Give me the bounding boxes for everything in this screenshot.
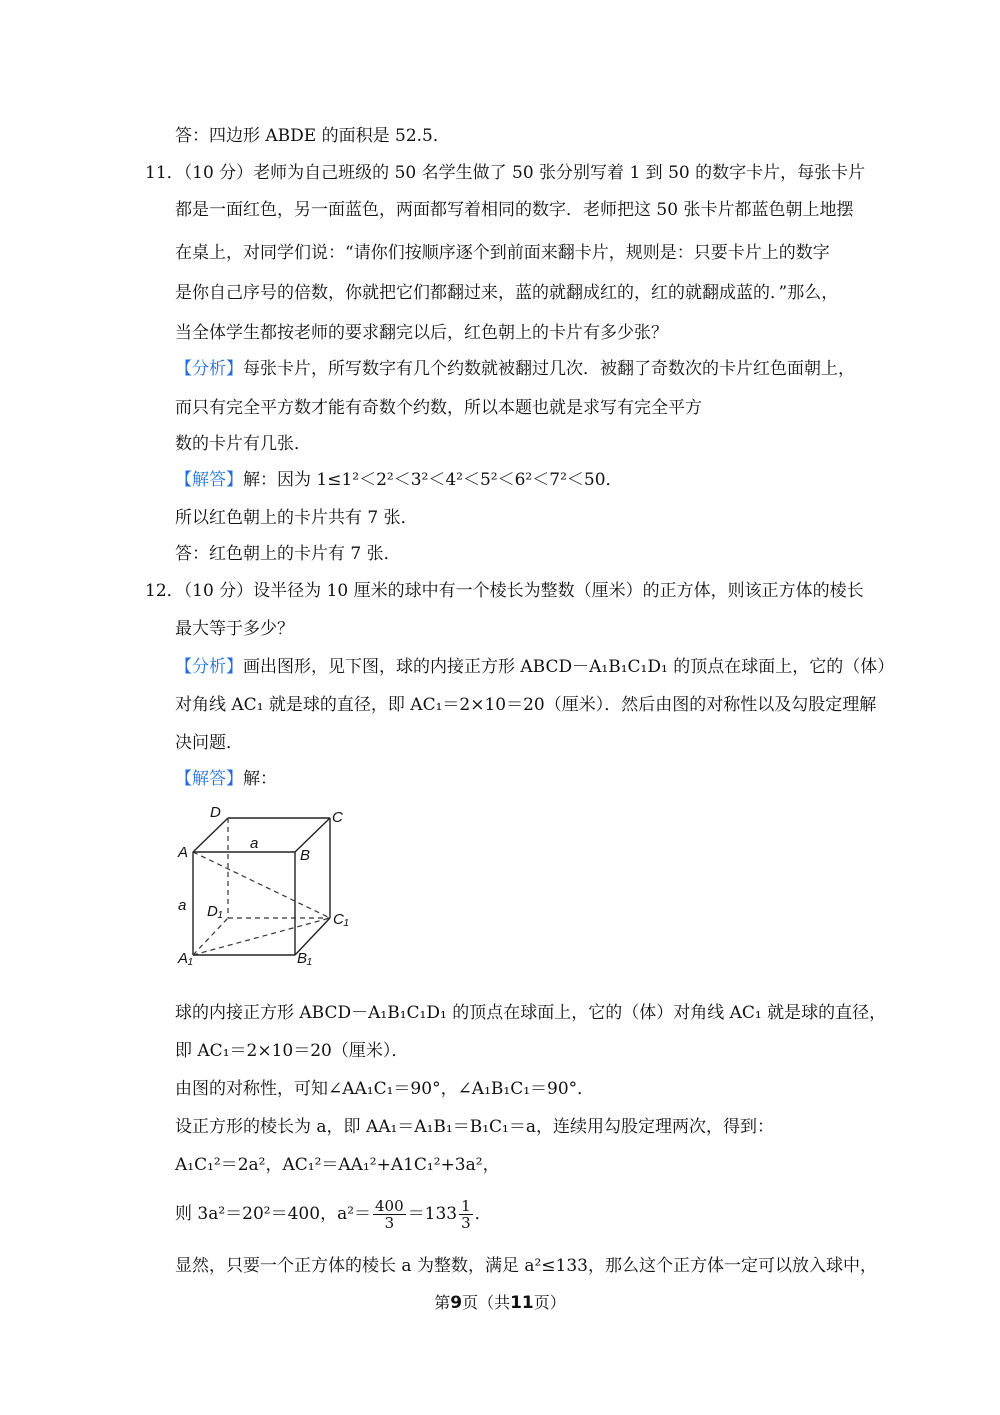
q12-calc-line (175, 1198, 492, 1231)
footer-page-number: 9 (450, 1293, 463, 1313)
footer-suffix: 页） (533, 1293, 566, 1312)
q12-analysis-line-1 (175, 656, 894, 678)
previous-answer: 答：四边形 ABDE 的面积是 52.5． (175, 126, 450, 146)
q12-body-line-4: 设正方形的棱长为 a，即 AA₁＝A₁B₁＝B₁C₁＝a，连续用勾股定理两次，得到： (175, 1117, 774, 1137)
label-a-top: a (250, 835, 259, 852)
q11-solution-tag: 【解答】 (175, 470, 243, 490)
q11-line-4: 是你自己序号的倍数，你就把它们都翻过来，蓝的就翻成红的，红的就翻成蓝的．”那么， (175, 283, 839, 303)
q11-solution-line-1 (175, 469, 623, 491)
q12-body-line-1: 球的内接正方形 ABCD－A₁B₁C₁D₁ 的顶点在球面上，它的（体）对角线 AC₁ 就是球的直径， (175, 1003, 887, 1023)
label-a1: A₁ (178, 950, 193, 967)
q11-line-1: 11．（10 分）老师为自己班级的 50 名学生做了 50 张分别写着 1 到 50 的数字卡片，每张卡片 (145, 163, 866, 183)
q12-calc-end: ． (474, 1204, 492, 1224)
q11-analysis-text-1: 每张卡片，所写数字有几个约数就被翻过几次．被翻了奇数次的卡片红色面朝上， (243, 359, 855, 379)
footer-prefix: 第 (434, 1293, 451, 1312)
q11-analysis-line-3: 数的卡片有几张． (175, 434, 311, 454)
q12-solution-start: 解： (243, 769, 277, 789)
q11-line-2: 都是一面红色，另一面蓝色，两面都写着相同的数字．老师把这 50 张卡片都蓝色朝上地摆 (175, 200, 854, 220)
q11-analysis-tag: 【分析】 (175, 359, 243, 379)
q12-body-line-3: 由图的对称性，可知∠AA₁C₁＝90°，∠A₁B₁C₁＝90°． (175, 1079, 595, 1099)
q12-analysis-tag: 【分析】 (175, 657, 243, 677)
q11-line-5: 当全体学生都按老师的要求翻完以后，红色朝上的卡片有多少张？ (175, 323, 668, 343)
q12-analysis-line-2: 对角线 AC₁ 就是球的直径，即 AC₁＝2×10＝20（厘米）．然后由图的对称性以及勾股定理解 (175, 695, 877, 715)
q11-solution-line-2: 所以红色朝上的卡片共有 7 张． (175, 508, 418, 528)
cube-figure (170, 800, 360, 970)
q12-last-line: 显然，只要一个正方体的棱长 a 为整数，满足 a²≤133，那么这个正方体一定可以放入球中， (175, 1256, 877, 1276)
q11-analysis-line-1 (175, 358, 855, 380)
label-d1: D₁ (207, 903, 223, 920)
q12-solution-tag: 【解答】 (175, 769, 243, 789)
footer-mid: 页（共 (462, 1293, 511, 1312)
label-b: B (300, 847, 311, 864)
fraction-numerator: 400 (375, 1197, 404, 1215)
fraction-numerator: 1 (461, 1197, 471, 1215)
edge-ad (193, 818, 228, 852)
label-a-left: a (178, 897, 187, 914)
fraction-400-over-3 (373, 1198, 406, 1231)
q11-answer: 答：红色朝上的卡片有 7 张． (175, 544, 401, 564)
label-c1: C₁ (333, 911, 349, 928)
q12-calc-prefix: 则 3a²＝20²＝400，a²＝ (175, 1204, 372, 1224)
q12-analysis-line-3: 决问题． (175, 733, 243, 753)
q12-analysis-text-1: 画出图形，见下图，球的内接正方形 ABCD－A₁B₁C₁D₁ 的顶点在球面上，它的（体） (243, 657, 895, 677)
q12-body-line-5: A₁C₁²＝2a²，AC₁²＝AA₁²+A1C₁²+3a²， (175, 1155, 500, 1175)
q12-line-1: 12．（10 分）设半径为 10 厘米的球中有一个棱长为整数（厘米）的正方体，则该正方体的棱长 (145, 581, 864, 601)
fraction-denominator: 3 (384, 1214, 395, 1232)
label-d: D (210, 804, 221, 821)
fraction-denominator: 3 (461, 1214, 471, 1232)
q12-solution-line (175, 768, 277, 790)
q12-calc-mid: ＝133 (407, 1204, 458, 1224)
label-c: C (332, 809, 343, 826)
page-footer (0, 1290, 1000, 1313)
fraction-1-over-3 (459, 1198, 473, 1231)
q12-body-line-2: 即 AC₁＝2×10＝20（厘米）． (175, 1041, 409, 1061)
q11-analysis-line-2: 而只有完全平方数才能有奇数个约数，所以本题也就是求写有完全平方 (175, 398, 702, 418)
label-b1: B₁ (297, 950, 312, 967)
hidden-edge-a1d1 (193, 918, 228, 955)
q12-line-2: 最大等于多少？ (175, 619, 294, 639)
footer-total-pages: 11 (510, 1293, 534, 1313)
q11-solution-text-1: 解：因为 1≤1²＜2²＜3²＜4²＜5²＜6²＜7²＜50． (243, 470, 623, 490)
label-a: A (178, 844, 189, 861)
q11-line-3: 在桌上，对同学们说：“请你们按顺序逐个到前面来翻卡片，规则是：只要卡片上的数字 (175, 243, 830, 263)
